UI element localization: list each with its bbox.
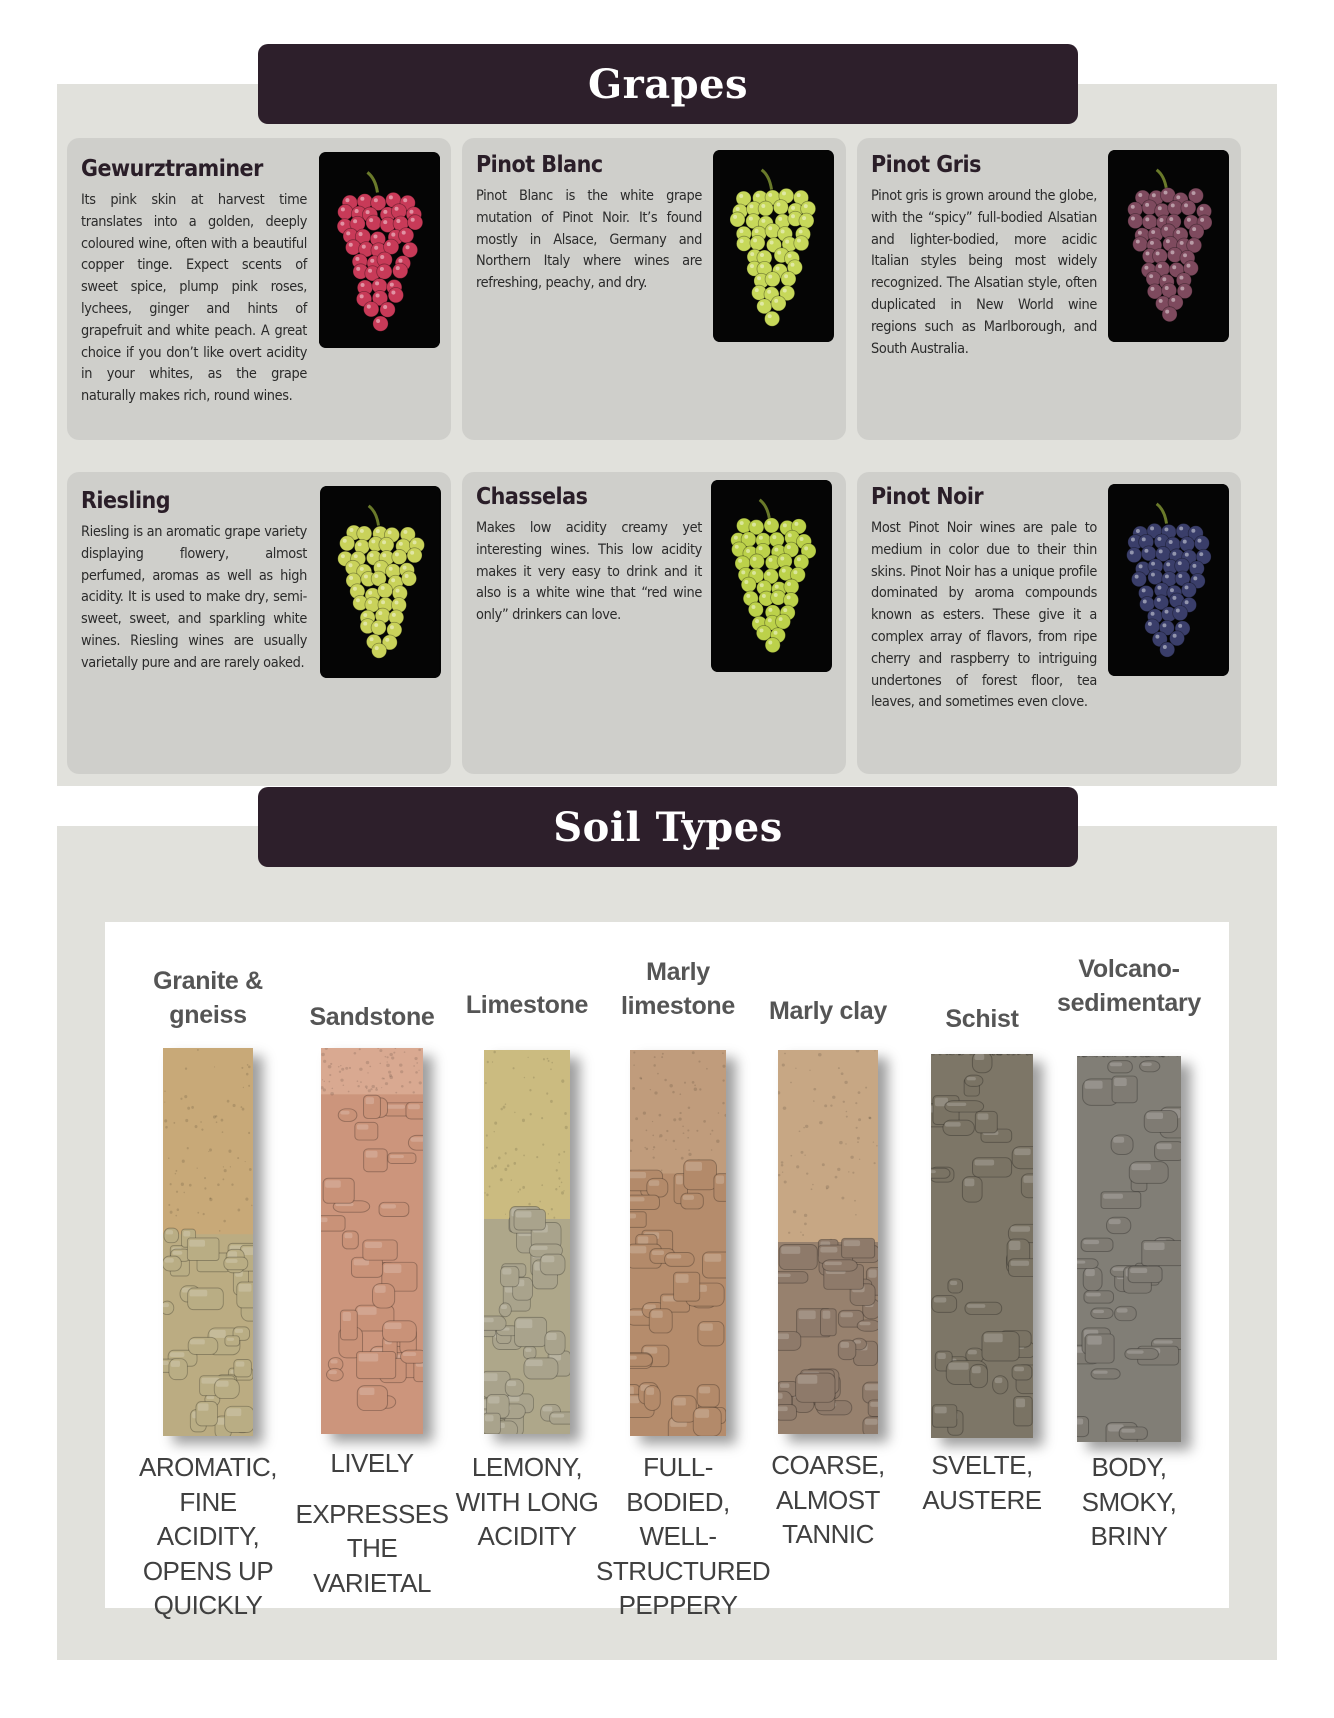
soil-name-line: limestone [621,992,735,1020]
soil-desc-line: FULL-BODIED, [626,1452,730,1517]
soil-desc-line: OPENS UP [142,1555,274,1586]
soil-desc-line: SVELTE, [931,1450,1033,1480]
grape-description: Makes low acidity creamy yet interesting wines. This low acidity makes it very easy to drink and it also is a white wine that “red wine only” drinkers can love. [476,520,702,624]
grape-name: Pinot Gris [871,152,981,178]
soil-description [1047,1450,1211,1554]
soil-desc-line: AUSTERE [922,1484,1042,1515]
soil-desc-line: LIVELY [330,1448,414,1478]
grape-name: Pinot Blanc [476,152,603,178]
grape-name: Pinot Noir [871,484,984,510]
grape-card [67,138,451,440]
soil-sample-image [630,1050,726,1436]
soil-name [598,955,758,1023]
soil-name-line: Marly clay [769,997,887,1025]
soil-desc-line: ALMOST [776,1484,880,1515]
soil-name-line: sedimentary [1057,989,1201,1017]
soil-desc-line: LEMONY, [471,1452,583,1482]
grape-card [857,472,1241,774]
soil-sample-image [484,1050,570,1434]
grape-description: Most Pinot Noir wines are pale to medium in color due to their thin skins. Pinot Noir has a unique profile dominated by aroma compounds known as esters. These give it a complex array of flavors, from ripe cherry and raspberry to intriguing undertones of forest floor, tea leaves, and sometimes even clove. [871,520,1097,711]
grape-photo [1108,150,1229,342]
soil-name [447,988,607,1022]
grape-description: Its pink skin at harvest time translates into a golden, deeply coloured wine, often with a beautiful copper tinge. Expect scents of sweet spice, plump pink roses, lychees, ginger and hints of grapefruit and white peach. A great choice if you don’t like overt acidity in your whites, as the grape naturally makes rich, round wines. [81,192,307,405]
soil-sample-image [931,1054,1033,1438]
soil-description [746,1448,910,1552]
grape-description: Pinot Blanc is the white grape mutation of Pinot Noir. It’s found mostly in Alsace, Germany and Northern Italy where wines are refreshing, peachy, and dry. [476,188,702,292]
grape-photo [319,152,440,348]
grape-photo [711,480,832,672]
grape-card [857,138,1241,440]
soil-desc-line: BODY, [1091,1452,1167,1482]
grape-name: Chasselas [476,484,588,510]
soil-desc-line: SMOKY, [1081,1486,1177,1517]
grape-name: Riesling [81,488,171,514]
soil-desc-line: THE [346,1533,398,1563]
soil-desc-line: VARIETAL [313,1567,431,1598]
soil-name-line: Marly [646,958,710,986]
soil-desc-line: TANNIC [782,1519,874,1549]
soil-sample-image [163,1048,253,1436]
grape-photo [713,150,834,342]
soil-name [128,964,288,1032]
soil-desc-line: PEPPERY [618,1590,738,1620]
soil-description [900,1448,1064,1517]
soil-sample-image [778,1050,878,1434]
soil-name [292,1000,452,1034]
soil-description [445,1450,609,1554]
soil-name [902,1002,1062,1036]
soil-name-line: Schist [945,1005,1019,1033]
grape-card [67,472,451,774]
soil-name-line: Limestone [465,991,589,1019]
grape-card [462,472,846,774]
soil-desc-line: FINE ACIDITY, [156,1486,260,1551]
soil-description [596,1450,771,1623]
soils-banner [258,787,1078,867]
soil-desc-line: AROMATIC, [138,1452,278,1482]
soil-name-line: Granite & [153,967,263,995]
grape-description: Riesling is an aromatic grape variety displaying flowery, almost perfumed, aromas as well as high acidity. It is used to make dry, semi-sweet, sweet, and sparkling white wines. Riesling wines are usually varietally pure and are rarely oaked. [81,524,307,671]
soil-name-line: Volcano- [1078,955,1180,983]
grape-name: Gewurztraminer [81,156,263,182]
soil-desc-spacer [290,1481,454,1497]
soil-desc-line: STRUCTURED [596,1555,771,1586]
soil-name-line: gneiss [169,1001,247,1029]
grapes-title: Grapes [587,60,749,108]
soil-desc-line: BRINY [1090,1521,1168,1551]
grape-card [462,138,846,440]
grape-description: Pinot gris is grown around the globe, with the “spicy” full-bodied Alsatian and lighter-bodied, more acidic Italian styles being most widely recognized. The Alsatian style, often duplicated in New World wine regions such as Marlborough, and South Australia. [871,188,1097,357]
grape-photo [1108,484,1229,676]
soil-desc-line: COARSE, [771,1450,885,1480]
soil-name [1049,952,1209,1020]
soil-desc-line: WITH LONG [455,1486,599,1517]
soils-title: Soil Types [553,803,783,851]
soil-desc-line: WELL- [639,1521,717,1551]
soil-desc-line: ACIDITY [477,1521,577,1551]
soil-name [748,994,908,1028]
soil-description [290,1446,454,1600]
soil-description [126,1450,290,1623]
soil-sample-image [321,1048,423,1434]
soil-name-line: Sandstone [309,1003,435,1031]
grape-photo [320,486,441,678]
grapes-banner [258,44,1078,124]
soil-desc-line: QUICKLY [153,1590,263,1620]
soil-sample-image [1077,1056,1181,1442]
soil-desc-line: EXPRESSES [295,1498,449,1529]
